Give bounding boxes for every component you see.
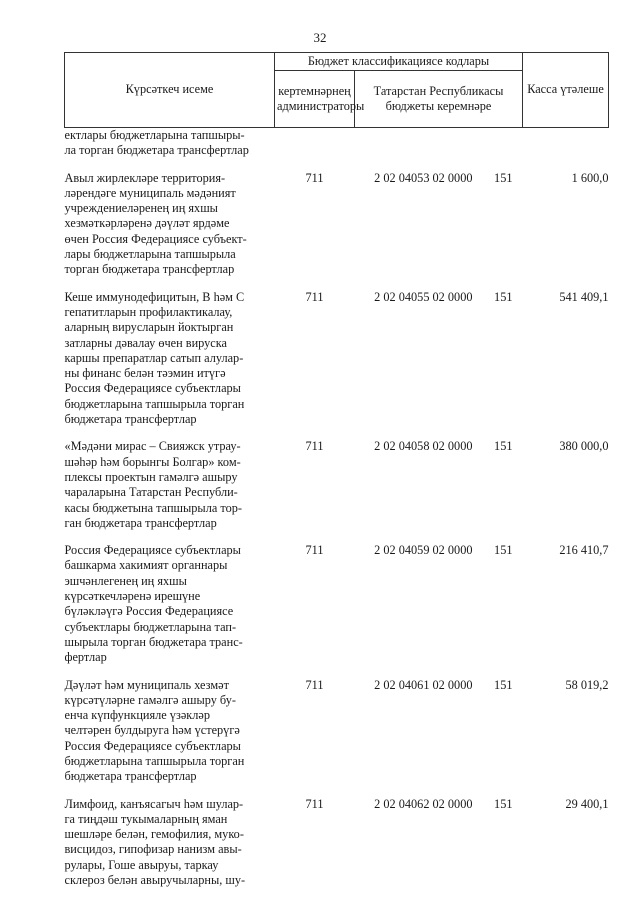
page-number: 32 [313,30,327,45]
table-header [65,53,609,128]
income-code-main: 2 02 04055 02 0000 [374,289,473,304]
indicator-name-header: Күрсәткеч исеме [65,53,275,128]
income-code-cell [355,290,523,440]
budget-codes-header: Бюджет классификациясе кодлары [275,53,523,71]
cash-amount-cell: 541 409,1 [559,289,609,304]
income-code-suffix: 151 [494,543,513,558]
indicator-name-line: күрсәтүләрне гамәлгә ашыру бу- [64,692,236,707]
administrator-code-cell [275,128,355,171]
administrator-header: кертемнәрнең администраторы [275,71,355,128]
income-code-cell [355,543,523,677]
indicator-name-line: субъектлары бюджетларына тап- [64,619,237,634]
indicator-name-line: висцидоз, гипофизар нанизм авы- [64,842,242,857]
indicator-name-cell [65,678,275,797]
income-code-cell [355,439,523,543]
indicator-name-line: касы бюджетына тапшырыла тор- [64,500,242,515]
indicator-name-line: шәһәр һәм борынгы Болгар» ком- [64,454,241,469]
cash-amount-cell [523,128,609,171]
income-code-suffix: 151 [494,796,513,811]
indicator-name-line: ла торган бюджетара трансфертлар [64,143,249,158]
income-code-cell [355,128,523,171]
table-row [65,171,609,290]
indicator-name-line: бюджетара трансфертлар [64,412,197,427]
indicator-name-line: склероз белән авыручыларны, шу- [64,873,246,888]
indicator-name-cell [65,290,275,440]
indicator-name-line: өчен Россия Федерациясе субъект- [64,231,247,246]
indicator-name-line: күрсәткечләренә ирешүне [64,589,201,604]
administrator-code-cell: 711 [305,439,324,454]
cash-amount-cell: 29 400,1 [565,796,609,811]
indicator-name-cell [65,543,275,677]
indicator-name-cell [65,797,275,889]
income-code-suffix: 151 [494,677,513,692]
indicator-name-line: Россия Федерациясе субъектлары [64,381,241,396]
indicator-name-line: Лимфоид, канъясагыч һәм шулар- [64,796,244,811]
indicator-name-cell [65,128,275,171]
indicator-name-line: Россия Федерациясе субъектлары [64,543,241,558]
budget-table [64,52,609,888]
income-code-main: 2 02 04059 02 0000 [374,543,473,558]
indicator-name-line: хезмәткәрләренә дәүләт ярдәме [64,216,230,231]
income-code-cell [355,171,523,290]
administrator-code-cell: 711 [305,170,324,185]
table-row [65,678,609,797]
indicator-name-line: аларның вирусларын йоктырган [64,320,234,335]
administrator-code-cell: 711 [305,543,324,558]
indicator-name-line: торган бюджетара трансфертлар [64,262,235,277]
income-code-main: 2 02 04058 02 0000 [374,439,473,454]
indicator-name-line: ләрендәге муниципаль мәдәният [64,185,236,200]
administrator-code-cell: 711 [305,289,324,304]
indicator-name-line: шырыла торган бюджетара транс- [64,634,243,649]
cash-execution-header: Касса үтәлеше [523,53,609,128]
indicator-name-line: Россия Федерациясе субъектлары [64,738,241,753]
table-row-continued [65,128,609,171]
income-code-suffix: 151 [494,170,513,185]
table-row [65,439,609,543]
indicator-name-line: фертлар [64,650,107,665]
cash-amount-cell: 1 600,0 [571,170,609,185]
indicator-name-line: бюджетларына тапшырыла торган [64,396,245,411]
indicator-name-cell [65,439,275,543]
table-row [65,290,609,440]
indicator-name-line: каршы препаратлар сатып алулар- [64,350,244,365]
indicator-name-line: бюджетларына тапшырыла торган [64,753,245,768]
indicator-name-cell [65,171,275,290]
administrator-code-cell: 711 [305,677,324,692]
income-code-suffix: 151 [494,289,513,304]
income-code-cell [355,797,523,889]
indicator-name-line: башкарма хакимият органнары [64,558,228,573]
cash-amount-cell: 216 410,7 [559,543,609,558]
indicator-name-line: учреждениеләренең иң яхшы [64,201,218,216]
indicator-name-line: челтәрен булдыруга һәм үстерүгә [64,723,240,738]
indicator-name-line: ны финанс белән тәэмин итүгә [64,366,226,381]
income-code-header: Татарстан Республикасы бюджеты керемнәре [355,71,523,128]
administrator-code-cell: 711 [305,796,324,811]
table-row [65,543,609,677]
indicator-name-line: енча күпфункцияле үзәкләр [64,708,210,723]
indicator-name-line: шешләре белән, гемофилия, муко- [64,827,244,842]
indicator-name-line: Авыл жирлекләре территория- [64,170,226,185]
indicator-name-line: гепатитларын профилактикалау, [64,304,233,319]
indicator-name-line: Дәүләт һәм муниципаль хезмәт [64,677,229,692]
cash-amount-cell: 380 000,0 [559,439,609,454]
table-body [65,128,609,889]
indicator-name-line: плексы проектын гамәлгә ашыру [64,469,238,484]
table-row [65,797,609,889]
indicator-name-line: Кеше иммунодефицитын, В һәм С [64,289,245,304]
indicator-name-line: бюджетара трансфертлар [64,769,197,784]
indicator-name-line: «Мәдәни мирас – Свияжск утрау- [64,439,241,454]
cash-amount-cell: 58 019,2 [565,677,609,692]
indicator-name-line: эшчәнлегенең иң яхшы [64,573,187,588]
income-code-main: 2 02 04061 02 0000 [374,677,473,692]
indicator-name-line: чараларына Татарстан Республи- [64,485,238,500]
income-code-main: 2 02 04062 02 0000 [374,796,473,811]
indicator-name-line: га тиңдәш тукымаларның яман [64,811,228,826]
indicator-name-line: рулары, Гоше авыруы, таркау [64,857,219,872]
income-code-suffix: 151 [494,439,513,454]
indicator-name-line: ектлары бюджетларына тапшыры- [64,128,245,142]
indicator-name-line: лары бюджетларына тапшырыла [64,247,236,262]
income-code-main: 2 02 04053 02 0000 [374,170,473,185]
indicator-name-line: ган бюджетара трансфертлар [64,515,217,530]
indicator-name-line: затларны дәвалау өчен вируска [64,335,228,350]
income-code-cell [355,678,523,797]
indicator-name-line: бүләкләүгә Россия Федерациясе [64,604,234,619]
